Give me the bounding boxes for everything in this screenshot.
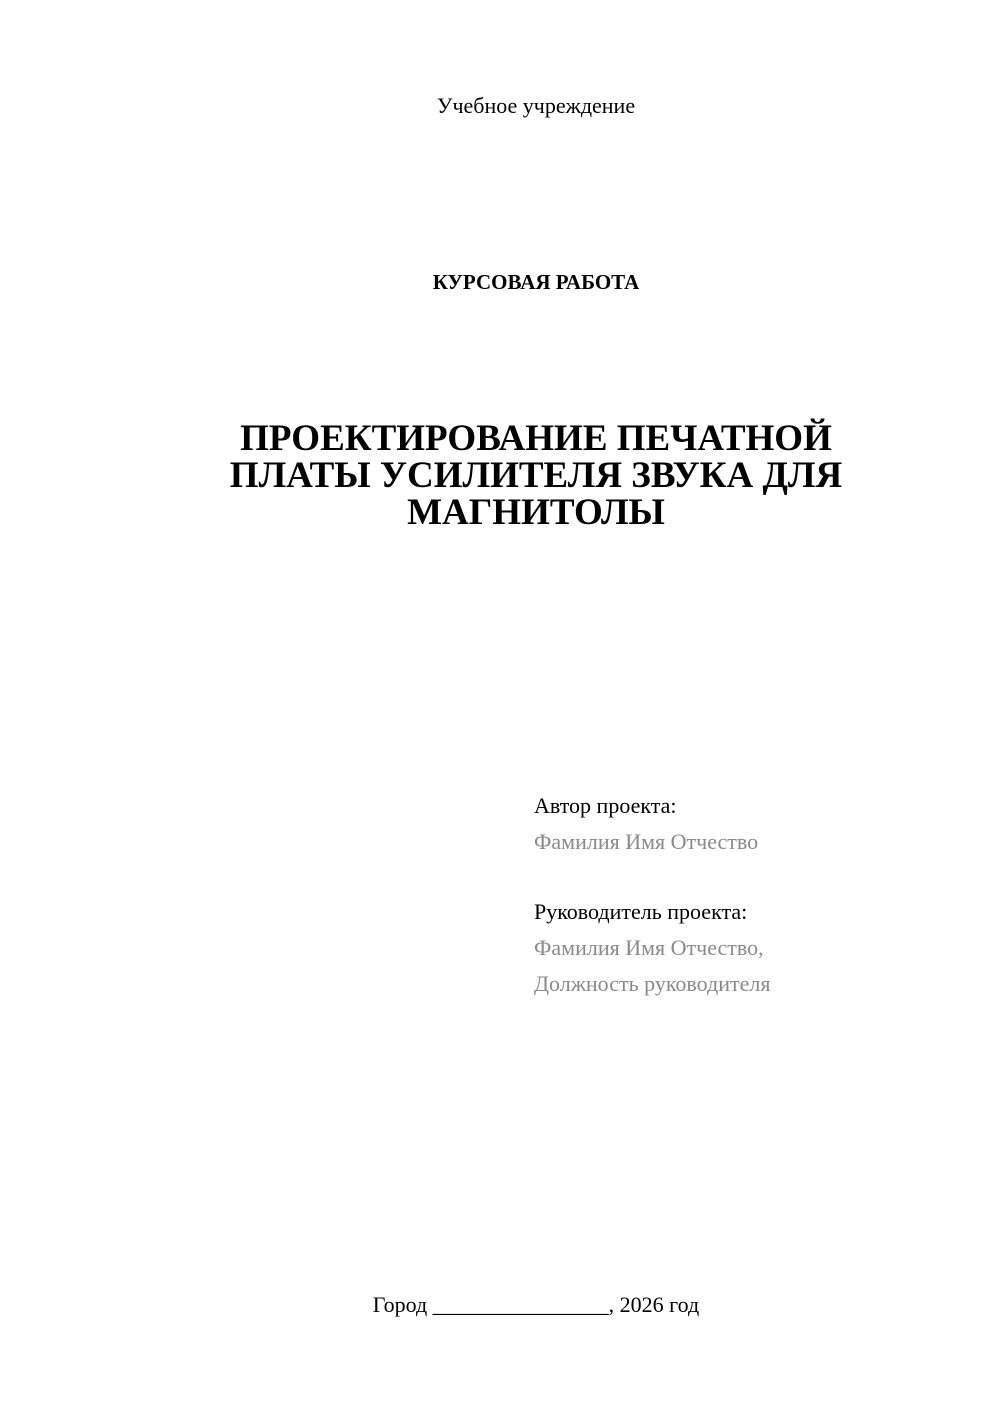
city-year-line: Город ________________, 2026 год [372, 1292, 700, 1317]
supervisor-name: Фамилия Имя Отчество, [534, 935, 764, 960]
title-line-3: МАГНИТОЛЫ [407, 492, 665, 533]
author-label: Автор проекта: [534, 793, 677, 818]
signatures-block [534, 788, 974, 1002]
title-line-1: ПРОЕКТИРОВАНИЕ ПЕЧАТНОЙ [240, 418, 832, 459]
institution-name: Учебное учреждение [436, 93, 636, 118]
supervisor-block [534, 894, 974, 1002]
supervisor-label: Руководитель проекта: [534, 899, 748, 924]
work-type-heading: КУРСОВАЯ РАБОТА [432, 270, 640, 294]
author-name: Фамилия Имя Отчество [534, 829, 759, 854]
supervisor-position: Должность руководителя [534, 971, 771, 996]
title-line-2: ПЛАТЫ УСИЛИТЕЛЯ ЗВУКА ДЛЯ [229, 455, 843, 496]
author-block [534, 788, 974, 860]
document-title [200, 420, 872, 531]
